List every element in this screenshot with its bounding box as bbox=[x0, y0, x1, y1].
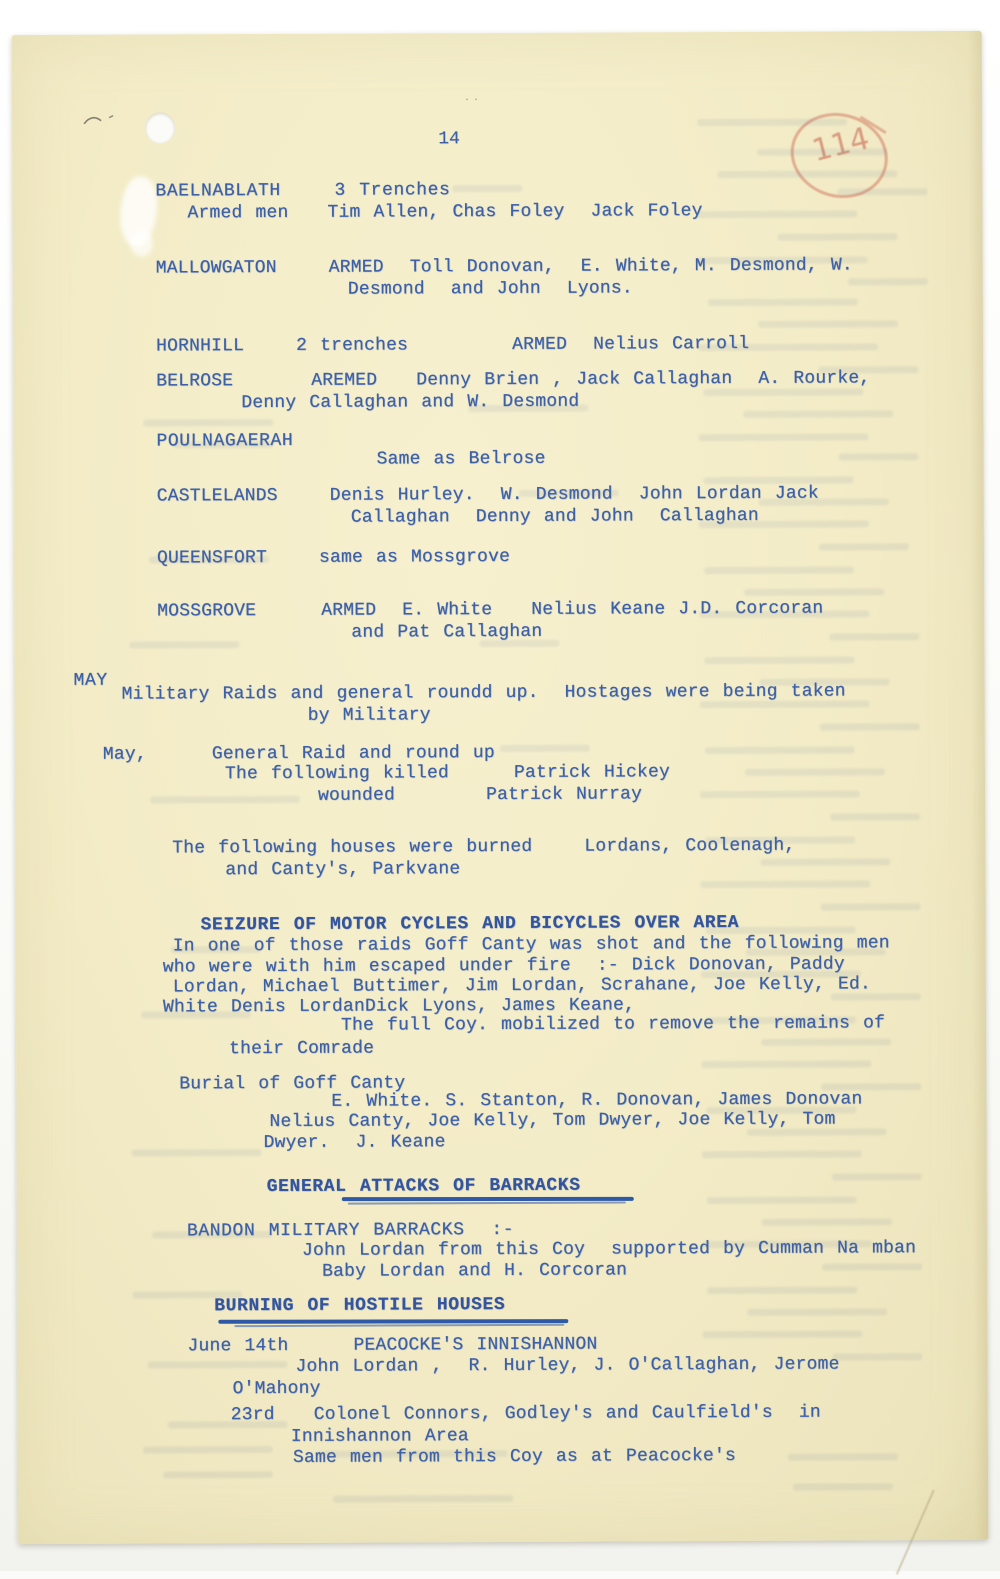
line-bandon-heading: BANDON MILITARY BARRACKS :- bbox=[186, 1219, 515, 1242]
ink-bleed-through bbox=[819, 543, 909, 550]
ink-bleed-through bbox=[708, 298, 858, 306]
line-raids-goff-canty: In one of those raids Goff Canty was shot and the following men bbox=[172, 933, 890, 957]
ink-bleed-through bbox=[699, 520, 869, 528]
ink-bleed-through bbox=[832, 1173, 922, 1180]
line-castlelands: CASTLELANDS Denis Hurley. W. Desmond John Lordan Jack bbox=[156, 483, 819, 507]
ink-bleed-through bbox=[760, 858, 890, 866]
line-may-heading: MAY bbox=[73, 670, 108, 691]
ink-bleed-through bbox=[705, 836, 855, 844]
line-hornhill: HORNHILL 2 trenches ARMED Nelius Carroll bbox=[156, 333, 750, 357]
ink-bleed-through bbox=[132, 1291, 242, 1298]
ink-bleed-through bbox=[747, 1308, 887, 1316]
ink-bleed-through bbox=[707, 1196, 857, 1204]
document-page bbox=[12, 31, 989, 1544]
ink-bleed-through bbox=[698, 256, 868, 264]
ink-bleed-through bbox=[468, 405, 588, 413]
line-queensfort: QUEENSFORT same as Mossgrove bbox=[156, 546, 511, 569]
ink-bleed-through bbox=[831, 993, 921, 1000]
ink-bleed-through bbox=[698, 343, 878, 351]
line-poulnagaerah-cont: Same as Belrose bbox=[376, 448, 546, 470]
ink-bleed-through bbox=[707, 1286, 857, 1294]
line-burial-names-1: E. White. S. Stanton, R. Donovan, James Donovan bbox=[331, 1089, 863, 1112]
line-burial-names-3: Dwyer. J. Keane bbox=[263, 1132, 446, 1154]
page-number: 14 bbox=[438, 129, 460, 150]
ink-bleed-through bbox=[788, 1453, 898, 1460]
ink-bleed-through bbox=[829, 633, 919, 640]
ink-bleed-through bbox=[837, 188, 927, 195]
ink-bleed-through bbox=[704, 656, 854, 664]
ink-bleed-through bbox=[821, 1083, 921, 1090]
ink-bleed-through bbox=[700, 880, 870, 888]
line-burial-heading: Burial of Goff Canty bbox=[179, 1073, 406, 1095]
ink-bleed-through bbox=[318, 1450, 508, 1458]
ink-bleed-through bbox=[697, 118, 847, 126]
ink-bleed-through bbox=[758, 320, 898, 328]
line-belrose: BELROSE AREMED Denny Brien , Jack Callaghan A. Rourke, bbox=[156, 368, 871, 392]
ink-bleed-through bbox=[500, 745, 590, 752]
ink-bleed-through bbox=[706, 1016, 856, 1024]
ink-bleed-through bbox=[163, 1471, 273, 1478]
paper-smudge-small bbox=[131, 231, 153, 257]
ink-bleed-through bbox=[697, 210, 857, 218]
line-lordan-buttimer: Lordan, Michael Buttimer, Jim Lordan, Scrahane, Joe Kelly, Ed. bbox=[172, 974, 872, 998]
ink-bleed-through bbox=[848, 278, 928, 285]
line-following-killed: The following killed Patrick Hickey bbox=[224, 762, 671, 785]
ink-bleed-through bbox=[778, 233, 898, 241]
ink-bleed-through bbox=[818, 366, 918, 373]
line-castlelands-cont: Callaghan Denny and John Callaghan bbox=[350, 505, 759, 528]
line-cantys-parkvane: and Canty's, Parkvane bbox=[225, 859, 461, 881]
line-mallowgaton: MALLOWGATON ARMED Toll Donovan, E. White, M. Desmond, W. bbox=[155, 255, 853, 279]
ink-bleed-through bbox=[152, 1231, 272, 1239]
ink-bleed-through bbox=[699, 610, 869, 618]
ink-bleed-through bbox=[479, 640, 559, 647]
ink-bleed-through bbox=[150, 796, 300, 804]
ink-bleed-through bbox=[173, 441, 273, 448]
ink-bleed-through bbox=[143, 419, 273, 427]
ink-bleed-through bbox=[821, 903, 921, 910]
line-burial-names-2: Nelius Canty, Joe Kelly, Tom Dwyer, Joe Kelly, Tom bbox=[269, 1109, 836, 1133]
line-white-denis-lordan: White Denis LordanDick Lyons, James Keane, bbox=[162, 995, 636, 1018]
pencil-dots: .. bbox=[463, 93, 483, 105]
ink-bleed-through bbox=[698, 433, 868, 441]
ink-bleed-through bbox=[744, 588, 884, 596]
line-houses-burned: The following houses were burned Lordans, Coolenagh, bbox=[172, 835, 796, 859]
ink-bleed-through bbox=[793, 1483, 893, 1490]
ink-bleed-through bbox=[704, 566, 854, 574]
line-mallowgaton-cont: Desmond and John Lyons. bbox=[347, 278, 633, 300]
ink-bleed-through bbox=[839, 453, 919, 460]
line-bandon-names-1: John Lordan from this Coy supported by Cumman Na mban bbox=[301, 1238, 917, 1261]
punch-hole bbox=[145, 112, 175, 143]
ink-bleed-through bbox=[168, 1421, 288, 1429]
ink-bleed-through bbox=[700, 790, 860, 798]
ink-bleed-through bbox=[129, 641, 239, 648]
ink-bleed-through bbox=[759, 498, 889, 506]
line-mossgrove-cont: and Pat Callaghan bbox=[351, 621, 543, 643]
ink-bleed-through bbox=[700, 700, 870, 708]
ink-bleed-through bbox=[149, 556, 269, 564]
ink-bleed-through bbox=[701, 1060, 871, 1068]
ink-bleed-through bbox=[171, 946, 261, 953]
line-twenty-third: 23rd Colonel Connors, Godley's and Caulfield's in bbox=[230, 1402, 821, 1426]
ink-bleed-through bbox=[760, 678, 890, 686]
ink-bleed-through bbox=[820, 723, 920, 730]
line-peacocke-names: John Lordan , R. Hurley, J. O'Callaghan, Jerome bbox=[295, 1354, 840, 1377]
line-baelnablath-armed-men: Armed men Tim Allen, Chas Foley Jack Foley bbox=[187, 201, 703, 224]
underline-general-attacks-2 bbox=[348, 1201, 626, 1204]
line-wounded: wounded Patrick Nurray bbox=[317, 784, 643, 806]
line-by-military: by Military bbox=[307, 705, 431, 726]
ink-bleed-through bbox=[706, 1106, 856, 1114]
ink-bleed-through bbox=[822, 1263, 922, 1270]
ink-bleed-through bbox=[705, 746, 855, 754]
ink-bleed-through bbox=[452, 185, 522, 192]
line-their-comrade: their Comrade bbox=[229, 1038, 375, 1060]
line-innishannon-area: Innishannon Area bbox=[290, 1426, 469, 1447]
line-poulnagaerah: POULNAGAERAH bbox=[156, 430, 294, 452]
ink-bleed-through bbox=[702, 1330, 862, 1338]
underline-burning-2 bbox=[234, 1324, 564, 1327]
ink-bleed-through bbox=[519, 489, 619, 496]
underline-general-attacks bbox=[342, 1197, 634, 1201]
ink-bleed-through bbox=[706, 926, 856, 934]
ink-bleed-through bbox=[746, 1128, 886, 1136]
ink-bleed-through bbox=[832, 1353, 922, 1360]
line-belrose-cont: Denny Callaghan and W. Desmond bbox=[241, 391, 580, 414]
line-burning-heading: BURNING OF HOSTILE HOUSES bbox=[214, 1294, 506, 1317]
ink-bleed-through bbox=[717, 170, 897, 178]
ink-bleed-through bbox=[148, 1361, 288, 1369]
ink-bleed-through bbox=[141, 1011, 251, 1018]
line-may-general-raid: May, General Raid and round up bbox=[102, 743, 495, 765]
ink-bleed-through bbox=[702, 1150, 862, 1158]
ink-bleed-through bbox=[746, 948, 886, 956]
line-june-14th: June 14th PEACOCKE'S INNISHANNON bbox=[187, 1334, 598, 1357]
line-escaped-under-fire: who were with him escaped under fire :- Dick Donovan, Paddy bbox=[162, 954, 845, 978]
ink-bleed-through bbox=[333, 1495, 513, 1503]
line-omahony: O'Mahony bbox=[232, 1378, 321, 1400]
ink-bleed-through bbox=[830, 813, 920, 820]
line-same-men: Same men from this Coy as at Peacocke's bbox=[292, 1445, 737, 1468]
ink-bleed-through bbox=[761, 1038, 891, 1046]
line-seizure-heading: SEIZURE OF MOTOR CYCLES AND BICYCLES OVER AREA bbox=[200, 912, 740, 936]
ink-bleed-through bbox=[132, 1149, 262, 1157]
pencil-squiggle bbox=[82, 113, 120, 134]
ink-bleed-through bbox=[757, 148, 887, 156]
red-stamp-number: 114 bbox=[808, 120, 873, 170]
line-mossgrove: MOSSGROVE ARMED E. White Nelius Keane J.D. Corcoran bbox=[157, 598, 824, 622]
ink-bleed-through bbox=[701, 970, 861, 978]
line-baelnablath: BAELNABLATH 3 Trenches bbox=[155, 180, 451, 202]
line-general-attacks-heading: GENERAL ATTACKS OF BARRACKS bbox=[266, 1175, 581, 1198]
ink-bleed-through bbox=[143, 1446, 273, 1454]
ink-bleed-through bbox=[702, 1240, 872, 1248]
ink-bleed-through bbox=[743, 410, 893, 418]
line-military-raids: Military Raids and general roundd up. Hostages were being taken bbox=[121, 681, 846, 705]
line-full-coy: The full Coy. mobilized to remove the remains of bbox=[340, 1013, 886, 1036]
ink-bleed-through bbox=[745, 768, 885, 776]
ink-bleed-through bbox=[704, 476, 854, 484]
ink-bleed-through bbox=[762, 1218, 892, 1226]
line-bandon-names-2: Baby Lordan and H. Corcoran bbox=[322, 1260, 628, 1282]
ink-bleed-through bbox=[703, 388, 863, 396]
